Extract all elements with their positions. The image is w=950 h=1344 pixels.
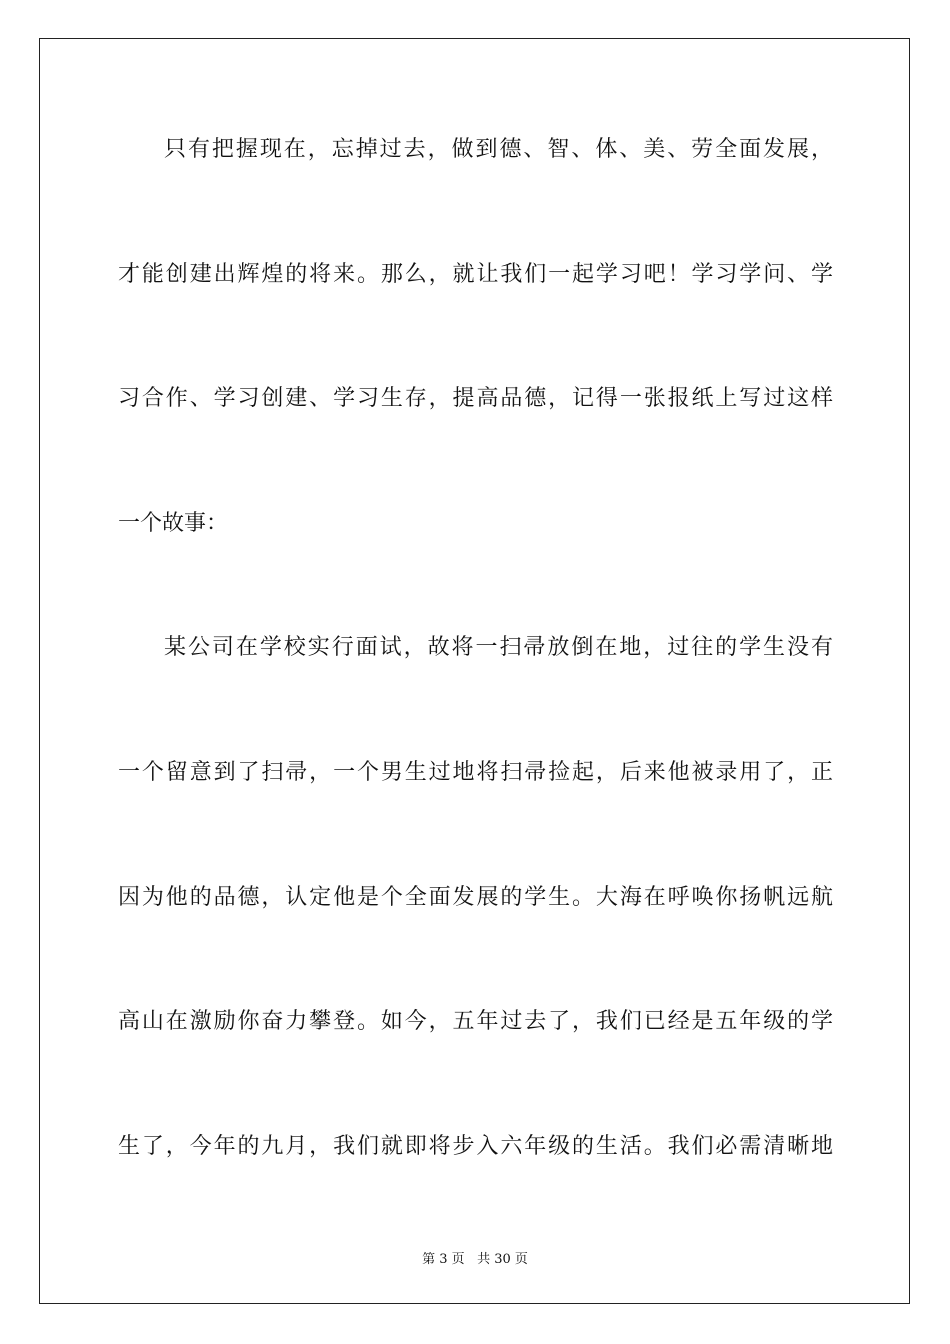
text-line-2: 才能创建出辉煌的将来。那么，就让我们一起学习吧！学习学问、学 [118, 262, 833, 287]
text-line-7: 因为他的品德，认定他是个全面发展的学生。大海在呼唤你扬帆远航 [118, 885, 833, 910]
text-line-6: 一个留意到了扫帚，一个男生过地将扫帚捡起，后来他被录用了，正 [118, 760, 833, 785]
page-number: 第 3 页 [422, 1252, 465, 1267]
text-line-8: 高山在激励你奋力攀登。如今，五年过去了，我们已经是五年级的学 [118, 1009, 833, 1034]
text-line-1: 只有把握现在，忘掉过去，做到德、智、体、美、劳全面发展， [164, 137, 833, 162]
page-total: 共 30 页 [477, 1252, 528, 1267]
text-line-4: 一个故事： [118, 511, 229, 536]
text-line-9: 生了，今年的九月，我们就即将步入六年级的生活。我们必需清晰地 [118, 1134, 833, 1159]
text-line-3: 习合作、学习创建、学习生存，提高品德，记得一张报纸上写过这样 [118, 386, 833, 411]
page-border [39, 38, 910, 1304]
text-line-5: 某公司在学校实行面试，故将一扫帚放倒在地，过往的学生没有 [164, 635, 833, 660]
page-footer [0, 1248, 950, 1267]
